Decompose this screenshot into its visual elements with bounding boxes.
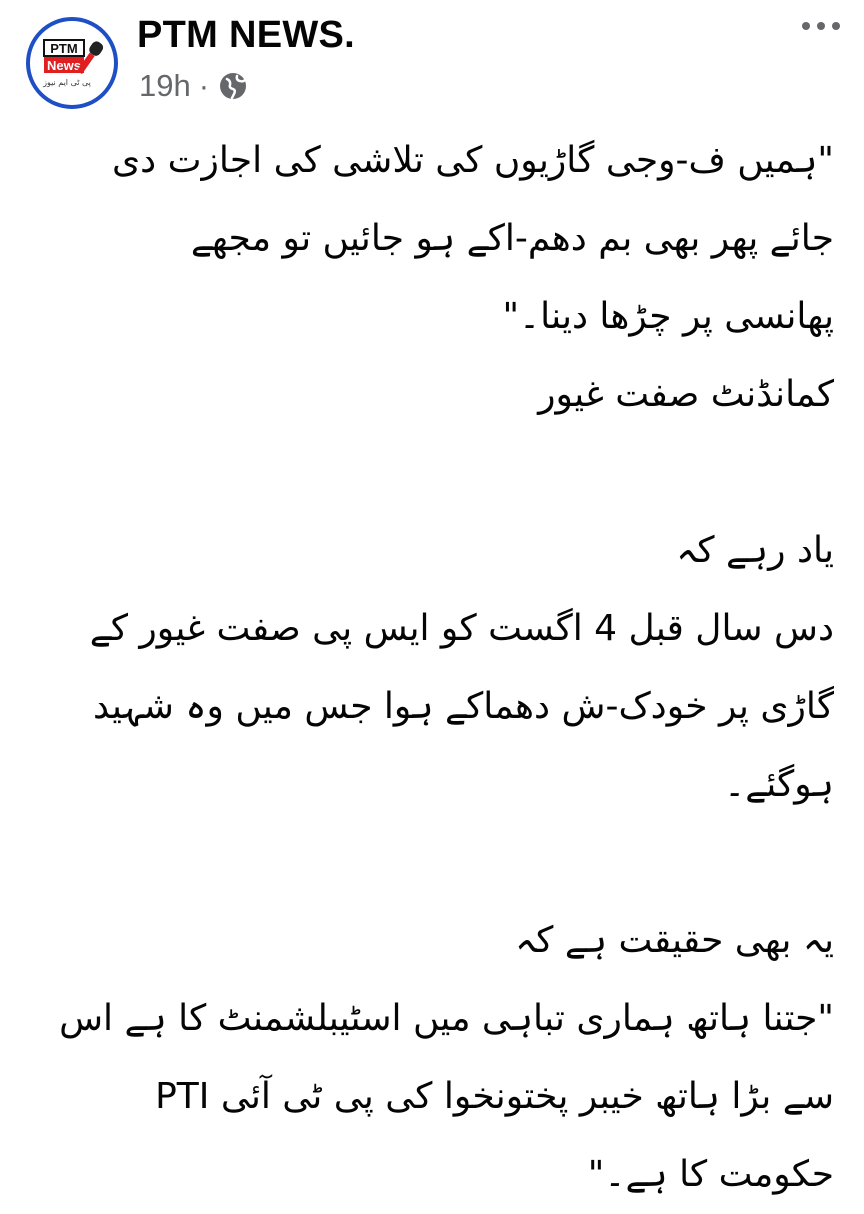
post-line: دس سال قبل 4 اگست کو ایس پی صفت غیور کے — [89, 608, 834, 649]
logo-bottom-text: News — [47, 58, 81, 73]
post-time[interactable]: 19h — [139, 68, 191, 103]
post-line: کمانڈنٹ صفت غیور — [538, 374, 834, 415]
more-options-icon[interactable] — [802, 22, 840, 30]
post-line: یاد رہے کہ — [676, 530, 834, 571]
post-line: حکومت کا ہے۔" — [587, 1154, 834, 1195]
post-line: سے بڑا ہاتھ خیبر پختونخوا کی پی ٹی آئی PTI — [155, 1076, 834, 1117]
globe-icon[interactable] — [217, 70, 249, 102]
page-avatar[interactable] — [26, 17, 118, 109]
post-text — [40, 122, 834, 1214]
post-header — [0, 0, 864, 125]
post-line: ہوگئے۔ — [724, 764, 834, 805]
post-meta — [139, 68, 249, 104]
post-line: "جتنا ہاتھ ہماری تباہی میں اسٹیبلشمنٹ کا ہے اس — [59, 998, 834, 1039]
paragraph-gap — [40, 434, 834, 512]
post-line: گاڑی پر خودک-ش دھماکے ہوا جس میں وہ شہید — [92, 686, 834, 727]
ptm-news-logo — [35, 26, 109, 100]
page-name[interactable]: PTM NEWS. — [137, 14, 356, 56]
post-line: "ہمیں ف-وجی گاڑیوں کی تلاشی کی اجازت دی — [111, 140, 834, 181]
post-line: پھانسی پر چڑھا دینا۔" — [502, 296, 834, 337]
logo-top-text: PTM — [50, 41, 78, 56]
post-line: یہ بھی حقیقت ہے کہ — [515, 920, 834, 961]
post-line: جائے پھر بھی بم دھم-اکے ہو جائیں تو مجھے — [190, 218, 834, 259]
meta-separator: · — [198, 68, 210, 103]
logo-caption: پی ٹی ایم نیوز — [43, 78, 91, 87]
paragraph-gap — [40, 824, 834, 902]
